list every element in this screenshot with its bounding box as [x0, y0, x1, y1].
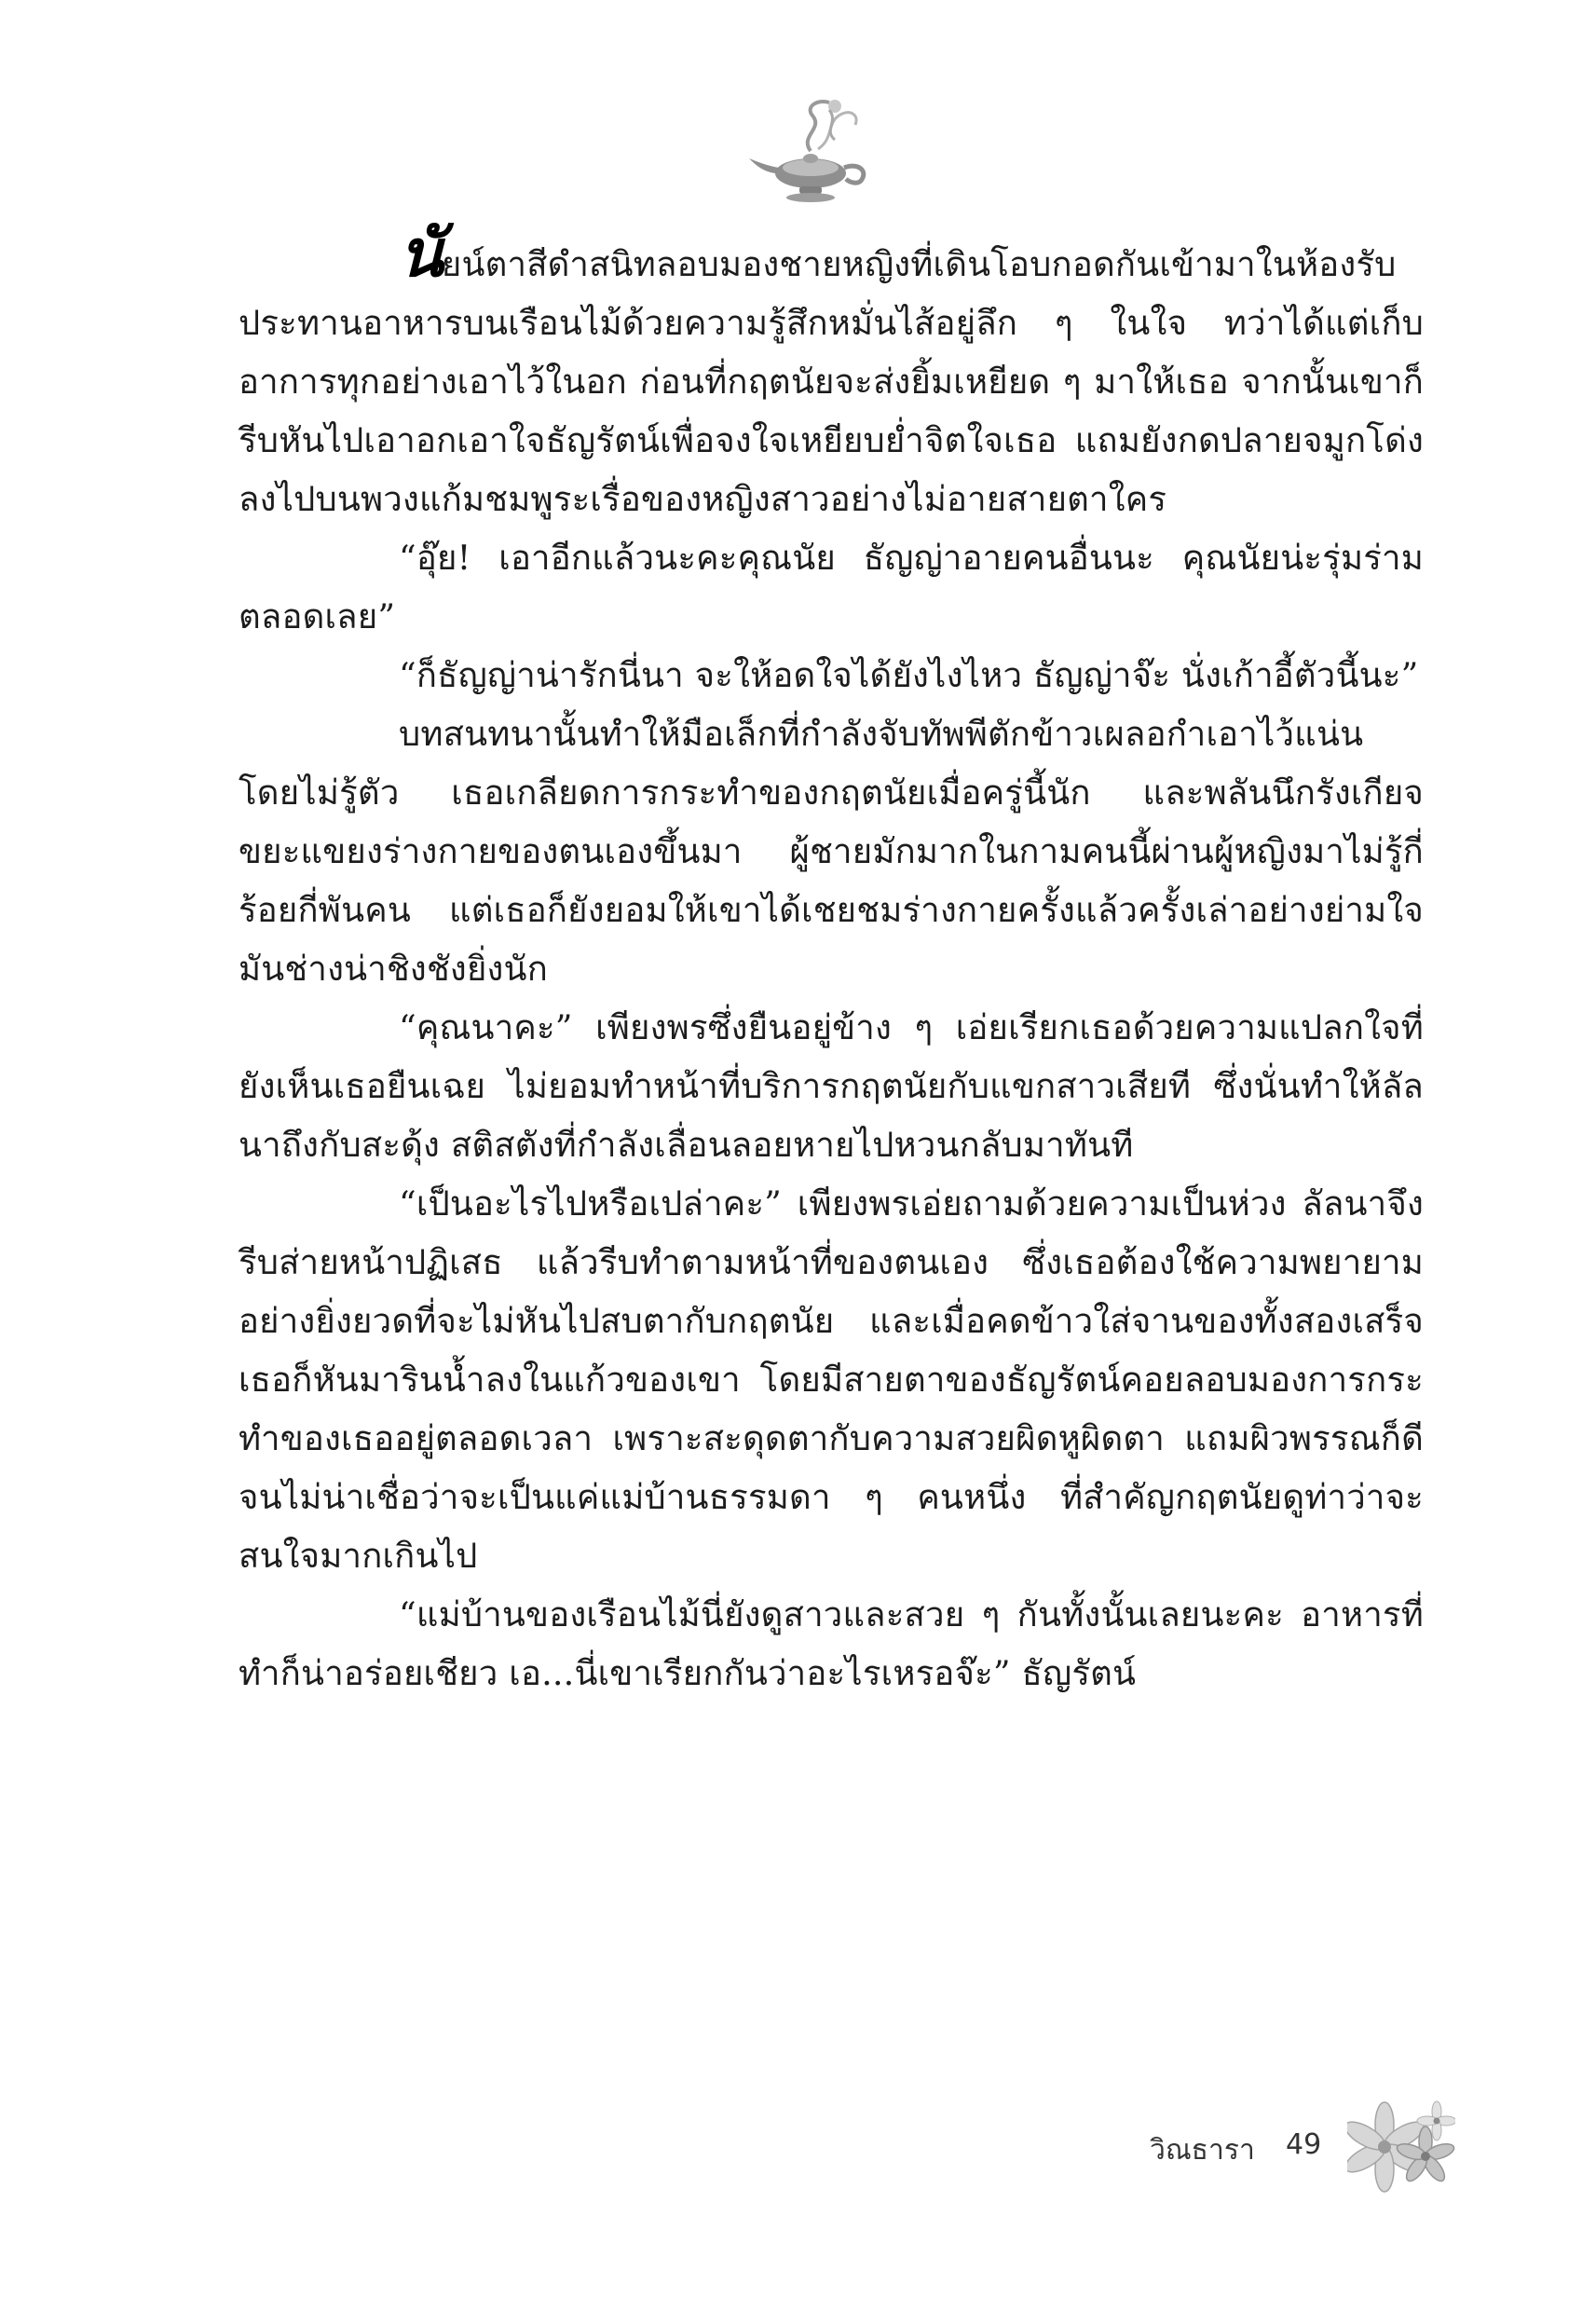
paragraph-6: “เป็นอะไรไปหรือเปล่าคะ” เพียงพรเอ่ยถามด้วยความเป็นห่วง ลัลนาจึงรีบส่ายหน้าปฏิเสธ แล้วรีบทำตามหน้าที่ของตนเอง ซึ่งเธอต้องใช้ความพยายามอย่างยิ่งยวดที่จะไม่หันไปสบตากับกฤตนัย และเมื่อคดข้าวใส่จานของทั้งสองเสร็จเธอก็หันมารินน้ำลงในแก้วของเขา โดยมีสายตาของธัญรัตน์คอยลอบมองการกระทำของเธออยู่ตลอดเวลา เพราะสะดุดตากับความสวยผิดหูผิดตา แถมผิวพรรณก็ดีจนไม่น่าเชื่อว่าจะเป็นแค่แม่บ้านธรรมดา ๆ คนหนึ่ง ที่สำคัญกฤตนัยดูท่าว่าจะสนใจมากเกินไป	[239, 1183, 1424, 1576]
story-body	[239, 214, 1424, 1702]
drop-cap: นั	[399, 214, 442, 292]
page-number: 49	[1286, 2128, 1322, 2161]
running-title: วิณธารา	[1150, 2134, 1255, 2167]
genie-lamp-ornament-icon	[745, 93, 876, 205]
paragraph-5: “คุณนาคะ” เพียงพรซึ่งยืนอยู่ข้าง ๆ เอ่ยเรียกเธอด้วยความแปลกใจที่ยังเห็นเธอยืนเฉย ไม่ยอมทำหน้าที่บริการกฤตนัยกับแขกสาวเสียที ซึ่งนั่นทำให้ลัลนาถึงกับสะดุ้ง สติสตังที่กำลังเลื่อนลอยหายไปหวนกลับมาทันที	[239, 1007, 1424, 1165]
paragraph-3: “ก็ธัญญ่าน่ารักนี่นา จะให้อดใจได้ยังไงไหว ธัญญ่าจ๊ะ นั่งเก้าอี้ตัวนี้นะ”	[399, 655, 1419, 695]
paragraph-2: “อุ๊ย! เอาอีกแล้วนะคะคุณนัย ธัญญ่าอายคนอื่นนะ คุณนัยน่ะรุ่มร่ามตลอดเลย”	[239, 538, 1424, 636]
paragraph-7: “แม่บ้านของเรือนไม้นี่ยังดูสาวและสวย ๆ กันทั้งนั้นเลยนะคะ อาหารที่ทำก็น่าอร่อยเชียว เอ...นี่เขาเรียกกันว่าอะไรเหรอจ๊ะ” ธัญรัตน์	[239, 1594, 1424, 1693]
flower-ornament-icon	[1347, 2099, 1455, 2195]
paragraph-1-text: ยน์ตาสีดำสนิทลอบมองชายหญิงที่เดินโอบกอดกันเข้ามาในห้องรับประทานอาหารบนเรือนไม้ด้วยความรู้สึกหมั่นไส้อยู่ลึก ๆ ในใจ ทว่าได้แต่เก็บอาการทุกอย่างเอาไว้ในอก ก่อนที่กฤตนัยจะส่งยิ้มเหยียด ๆ มาให้เธอ จากนั้นเขาก็รีบหันไปเอาอกเอาใจธัญรัตน์เพื่อจงใจเหยียบย่ำจิตใจเธอ แถมยังกดปลายจมูกโด่งลงไปบนพวงแก้มชมพูระเรื่อของหญิงสาวอย่างไม่อายสายตาใคร	[239, 244, 1424, 519]
paragraph-1	[239, 214, 1424, 528]
paragraph-4: บทสนทนานั้นทำให้มือเล็กที่กำลังจับทัพพีตักข้าวเผลอกำเอาไว้แน่นโดยไม่รู้ตัว เธอเกลียดการกระทำของกฤตนัยเมื่อครู่นี้นัก และพลันนึกรังเกียจขยะแขยงร่างกายของตนเองขึ้นมา ผู้ชายมักมากในกามคนนี้ผ่านผู้หญิงมาไม่รู้กี่ร้อยกี่พันคน แต่เธอก็ยังยอมให้เขาได้เชยชมร่างกายครั้งแล้วครั้งเล่าอย่างย่ามใจ มันช่างน่าชิงชังยิ่งนัก	[239, 714, 1424, 989]
